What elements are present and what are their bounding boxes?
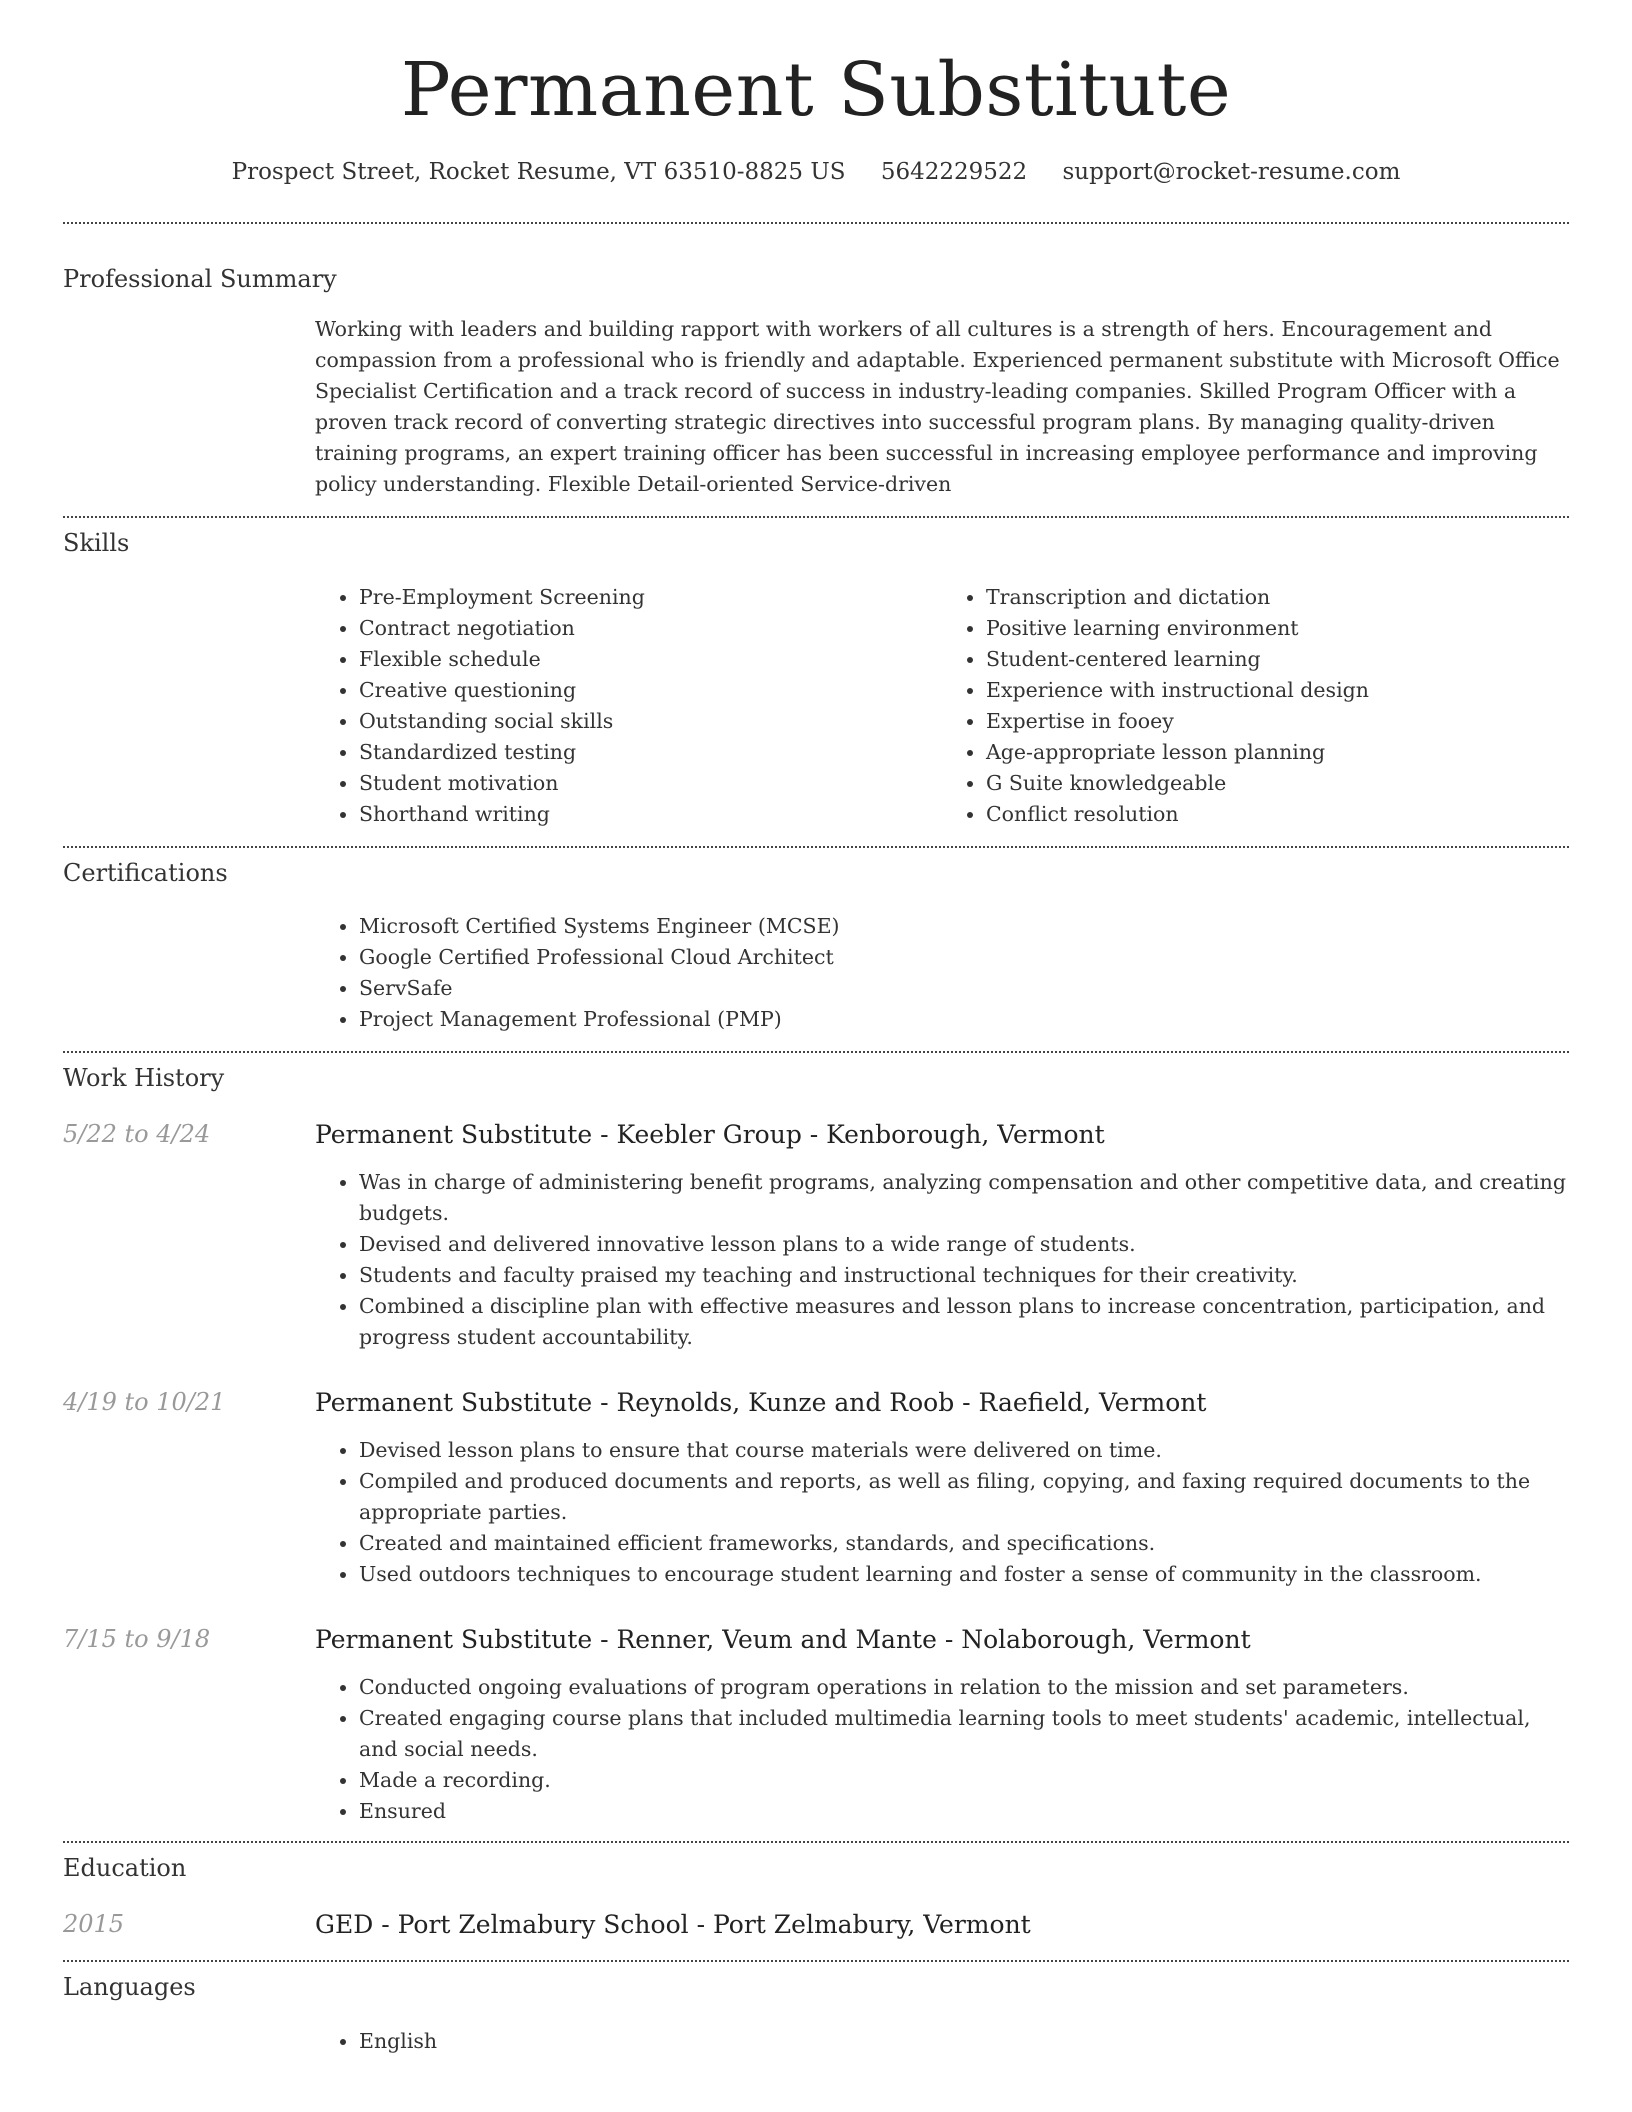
job-entry bbox=[63, 1387, 1569, 1590]
job-date: 5/22 to 4/24 bbox=[63, 1120, 211, 1149]
skill-item: • G Suite knowledgeable bbox=[986, 768, 1569, 799]
job-heading: Permanent Substitute - Renner, Veum and Mante - Nolaborough, Vermont bbox=[315, 1625, 1251, 1655]
contact-address: Prospect Street, Rocket Resume, VT 63510-8825 US bbox=[231, 159, 846, 186]
job-heading: Permanent Substitute - Keebler Group - Kenborough, Vermont bbox=[315, 1120, 1105, 1150]
job-bullet: • Students and faculty praised my teaching and instructional techniques for their creativity. bbox=[359, 1260, 1569, 1291]
job-header bbox=[63, 1119, 1569, 1150]
skill-item: • Standardized testing bbox=[359, 737, 942, 768]
education-entry bbox=[63, 1909, 1569, 1940]
certifications-section bbox=[63, 848, 1569, 1036]
languages-title: Languages bbox=[63, 1972, 196, 2001]
contact-phone: 5642229522 bbox=[880, 159, 1028, 186]
skills-list-right bbox=[942, 582, 1569, 830]
summary-section bbox=[63, 224, 1569, 500]
skill-item: • Conflict resolution bbox=[986, 799, 1569, 830]
skill-item: • Contract negotiation bbox=[359, 613, 942, 644]
certification-item: • Microsoft Certified Systems Engineer (MCSE) bbox=[359, 911, 1569, 942]
skills-section bbox=[63, 518, 1569, 830]
resume-header bbox=[63, 0, 1569, 187]
job-entry bbox=[63, 1624, 1569, 1827]
job-entry bbox=[63, 1119, 1569, 1353]
skill-item: • Transcription and dictation bbox=[986, 582, 1569, 613]
job-date: 4/19 to 10/21 bbox=[63, 1388, 226, 1417]
job-bullet: • Devised lesson plans to ensure that course materials were delivered on time. bbox=[359, 1435, 1569, 1466]
skills-list-left bbox=[315, 582, 942, 830]
work-title: Work History bbox=[63, 1064, 225, 1093]
job-bullet: • Devised and delivered innovative lesson plans to a wide range of students. bbox=[359, 1229, 1569, 1260]
education-date: 2015 bbox=[63, 1909, 125, 1938]
skill-item: • Experience with instructional design bbox=[986, 675, 1569, 706]
skill-item: • Expertise in fooey bbox=[986, 706, 1569, 737]
skills-title: Skills bbox=[63, 528, 130, 557]
language-item: • English bbox=[359, 2026, 1569, 2057]
summary-content bbox=[315, 314, 1569, 500]
work-section bbox=[63, 1053, 1569, 1827]
languages-content bbox=[315, 2026, 1569, 2057]
job-header bbox=[63, 1387, 1569, 1418]
job-bullet: • Used outdoors techniques to encourage student learning and foster a sense of community in the classroom. bbox=[359, 1559, 1569, 1590]
job-bullet: • Was in charge of administering benefit programs, analyzing compensation and other competitive data, and creating budgets. bbox=[359, 1167, 1569, 1229]
job-bullets bbox=[315, 1435, 1569, 1590]
skill-item: • Creative questioning bbox=[359, 675, 942, 706]
skill-item: • Student-centered learning bbox=[986, 644, 1569, 675]
certification-item: • Project Management Professional (PMP) bbox=[359, 1004, 1569, 1035]
education-title: Education bbox=[63, 1854, 187, 1883]
skill-item: • Flexible schedule bbox=[359, 644, 942, 675]
skill-item: • Outstanding social skills bbox=[359, 706, 942, 737]
job-header bbox=[63, 1624, 1569, 1655]
job-bullets bbox=[315, 1167, 1569, 1353]
skill-item: • Positive learning environment bbox=[986, 613, 1569, 644]
education-section bbox=[63, 1843, 1569, 1940]
job-bullet: • Combined a discipline plan with effective measures and lesson plans to increase concentration, participation, and progress student accountability. bbox=[359, 1291, 1569, 1353]
summary-title: Professional Summary bbox=[63, 264, 337, 293]
certifications-title: Certifications bbox=[63, 858, 228, 887]
education-heading: GED - Port Zelmabury School - Port Zelmabury, Vermont bbox=[315, 1909, 1031, 1939]
job-bullets bbox=[315, 1672, 1569, 1827]
job-bullet: • Compiled and produced documents and reports, as well as filing, copying, and faxing required documents to the appropriate parties. bbox=[359, 1466, 1569, 1528]
skill-item: • Student motivation bbox=[359, 768, 942, 799]
skill-item: • Pre-Employment Screening bbox=[359, 582, 942, 613]
certification-item: • Google Certified Professional Cloud Architect bbox=[359, 942, 1569, 973]
job-bullet: • Created and maintained efficient frameworks, standards, and specifications. bbox=[359, 1528, 1569, 1559]
languages-list bbox=[315, 2026, 1569, 2057]
summary-text: Working with leaders and building rapport with workers of all cultures is a strength of hers. Encouragement and compassion from a professional who is friendly and adaptable. Experienced permanent substitute with Microsoft Office Specialist Certification and a track record of success in industry-leading companies. Skilled Program Officer with a proven track record of converting strategic directives into successful program plans. By managing quality-driven training programs, an expert training officer has been successful in increasing employee performance and improving policy understanding. Flexible Detail-oriented Service-driven bbox=[315, 316, 1560, 496]
skills-content bbox=[315, 582, 1569, 830]
job-heading: Permanent Substitute - Reynolds, Kunze and Roob - Raefield, Vermont bbox=[315, 1388, 1207, 1418]
contact-email: support@rocket-resume.com bbox=[1062, 159, 1401, 186]
job-bullet: • Conducted ongoing evaluations of program operations in relation to the mission and set parameters. bbox=[359, 1672, 1569, 1703]
languages-section bbox=[63, 1962, 1569, 2057]
job-bullet: • Ensured bbox=[359, 1796, 1569, 1827]
certifications-content bbox=[315, 911, 1569, 1035]
skill-item: • Age-appropriate lesson planning bbox=[986, 737, 1569, 768]
certifications-list bbox=[315, 911, 1569, 1035]
job-date: 7/15 to 9/18 bbox=[63, 1625, 211, 1654]
job-bullet: • Made a recording. bbox=[359, 1765, 1569, 1796]
candidate-name: Permanent Substitute bbox=[400, 47, 1232, 133]
certification-item: • ServSafe bbox=[359, 973, 1569, 1004]
job-bullet: • Created engaging course plans that included multimedia learning tools to meet students' academic, intellectual, and social needs. bbox=[359, 1703, 1569, 1765]
skill-item: • Shorthand writing bbox=[359, 799, 942, 830]
contact-line bbox=[63, 159, 1569, 187]
